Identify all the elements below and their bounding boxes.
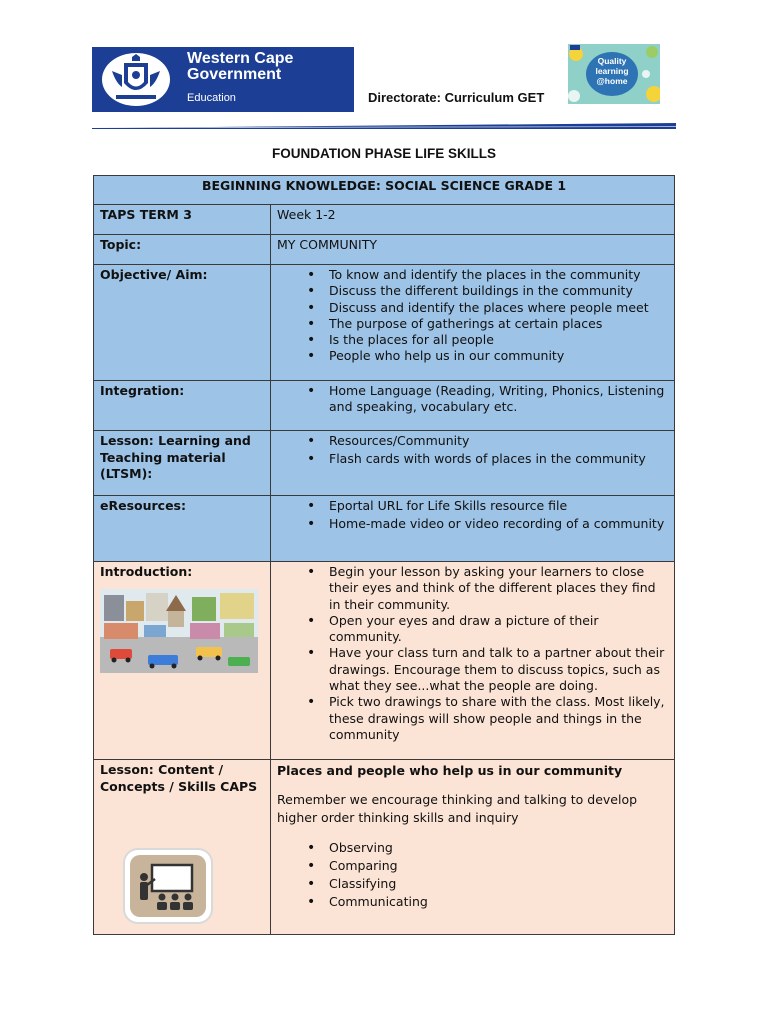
eresources-label: eResources: [94,496,271,562]
badge-text-quality: Quality [597,56,627,66]
skill-item: • Observing [307,839,668,857]
content-label-cell [94,760,271,935]
coat-of-arms-icon [100,51,172,108]
quality-learning-at-home-badge [568,44,660,104]
topic-value: MY COMMUNITY [271,235,675,265]
skill-item: • Communicating [307,893,668,911]
ltsm-label: Lesson: Learning and Teaching material (LTSM): [94,431,271,496]
logo-text-western-cape: Western Cape [187,50,294,67]
objective-item: • Discuss and identify the places where people meet [307,300,668,316]
ltsm-item: • Resources/Community [307,433,668,449]
introduction-label-cell [94,562,271,760]
badge-text-at-home: @home [596,76,628,86]
eresources-list [277,498,668,533]
header-divider [92,123,676,129]
table-heading: BEGINNING KNOWLEDGE: SOCIAL SCIENCE GRADE 1 [94,176,675,205]
integration-label: Integration: [94,381,271,431]
objective-item: • To know and identify the places in the community [307,267,668,283]
skills-list [277,839,668,911]
lesson-plan-table [93,175,675,935]
introduction-cell [271,562,675,760]
teacher-presentation-icon [122,847,214,925]
western-cape-government-logo [92,47,354,112]
logo-text-government: Government [187,66,282,83]
eresources-item: • Home-made video or video recording of a community [307,516,668,532]
objective-item: • The purpose of gatherings at certain places [307,316,668,332]
integration-cell [271,381,675,431]
introduction-item: • Begin your lesson by asking your learners to close their eyes and think of the different places they find in their community. [307,564,668,613]
objective-label: Objective/ Aim: [94,265,271,381]
topic-label: Topic: [94,235,271,265]
directorate-label: Directorate: Curriculum GET [368,90,545,105]
content-cell [271,760,675,935]
content-label: Lesson: Content / Concepts / Skills CAPS [100,762,258,794]
skill-item: • Comparing [307,857,668,875]
objective-item: • Is the places for all people [307,332,668,348]
content-heading: Places and people who help us in our community [277,763,623,778]
objective-list [277,267,668,365]
introduction-item: • Pick two drawings to share with the class. Most likely, these drawings will show people and things in the community [307,694,668,743]
skill-item: • Classifying [307,875,668,893]
eresources-item: • Eportal URL for Life Skills resource file [307,498,668,514]
document-title: FOUNDATION PHASE LIFE SKILLS [271,146,496,161]
introduction-label: Introduction: [100,564,193,579]
introduction-list [277,564,668,743]
ltsm-cell [271,431,675,496]
badge-text-learning: learning [595,66,629,76]
introduction-item: • Open your eyes and draw a picture of their community. [307,613,668,646]
objective-item: • Discuss the different buildings in the community [307,283,668,299]
community-town-illustration [100,589,258,673]
integration-item: • Home Language (Reading, Writing, Phonics, Listening and speaking, vocabulary etc. [307,383,668,416]
ltsm-item: • Flash cards with words of places in the community [307,451,668,467]
logo-text-education: Education [187,92,236,104]
objective-item: • People who help us in our community [307,348,668,364]
content-text: Remember we encourage thinking and talking to develop higher order thinking skills and inquiry [277,792,638,825]
objective-cell [271,265,675,381]
introduction-item: • Have your class turn and talk to a partner about their drawings. Encourage them to discuss topics, such as what they see...what the people are doing. [307,645,668,694]
term-value: Week 1-2 [271,205,675,235]
integration-list [277,383,668,416]
ltsm-list [277,433,668,468]
eresources-cell [271,496,675,562]
term-label: TAPS TERM 3 [94,205,271,235]
